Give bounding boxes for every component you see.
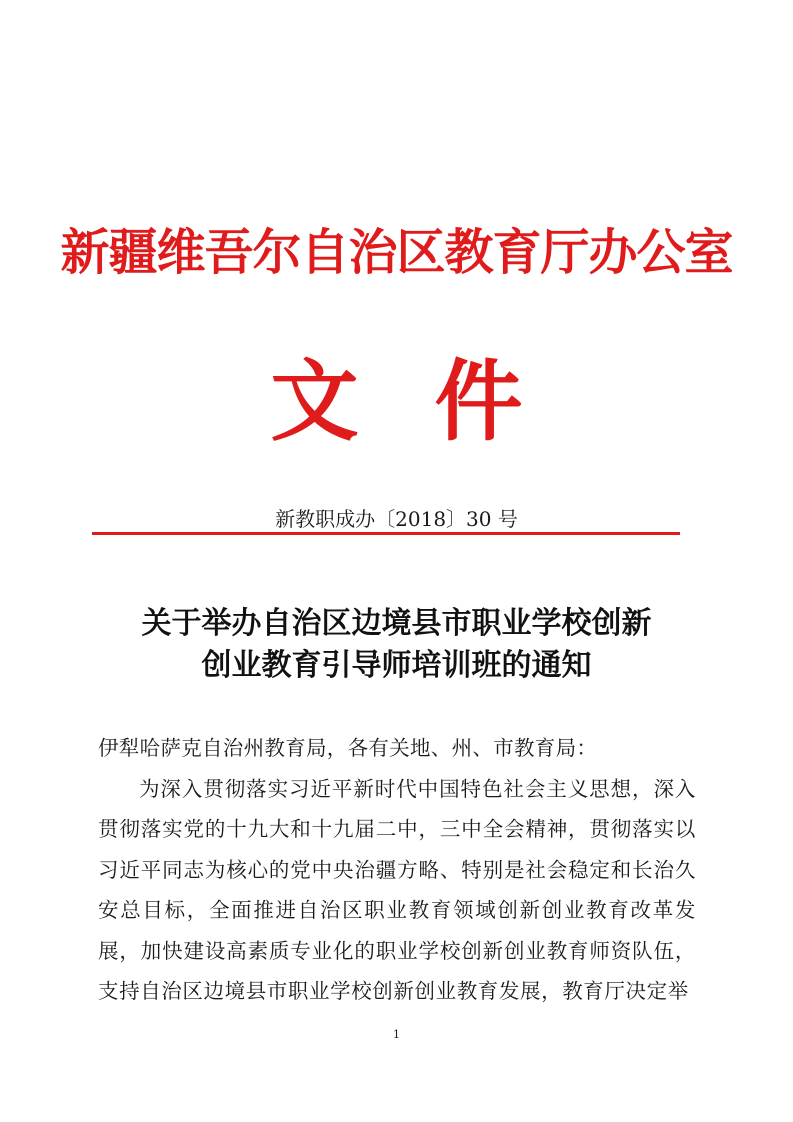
document-number: 新教职成办〔2018〕30 号 [275,507,518,531]
issuer-header: 新疆维吾尔自治区教育厅办公室 [60,224,733,281]
page-number: 1 [393,1028,400,1041]
title-line-2: 创业教育引导师培训班的通知 [201,648,592,683]
notice-title [0,603,793,687]
body-paragraph: 为深入贯彻落实习近平新时代中国特色社会主义思想，深入贯彻落实党的十九大和十九届二中，三中全会精神，贯彻落实以习近平同志为核心的党中央治疆方略、特别是社会稳定和长治久安总目标，全面推进自治区职业教育领域创新创业教育改革发展，加快建设高素质专业化的职业学校创新创业教育师资队伍，支持自治区边境县市职业学校创新创业教育发展，教育厅决定举 [98,776,696,1003]
red-separator-line [92,532,680,535]
addressee: 伊犁哈萨克自治州教育局，各有关地、州、市教育局： [98,736,598,760]
document-type-heading: 文件 [270,350,599,453]
document-body [98,728,696,1012]
title-line-1: 关于举办自治区边境县市职业学校创新 [141,606,652,641]
